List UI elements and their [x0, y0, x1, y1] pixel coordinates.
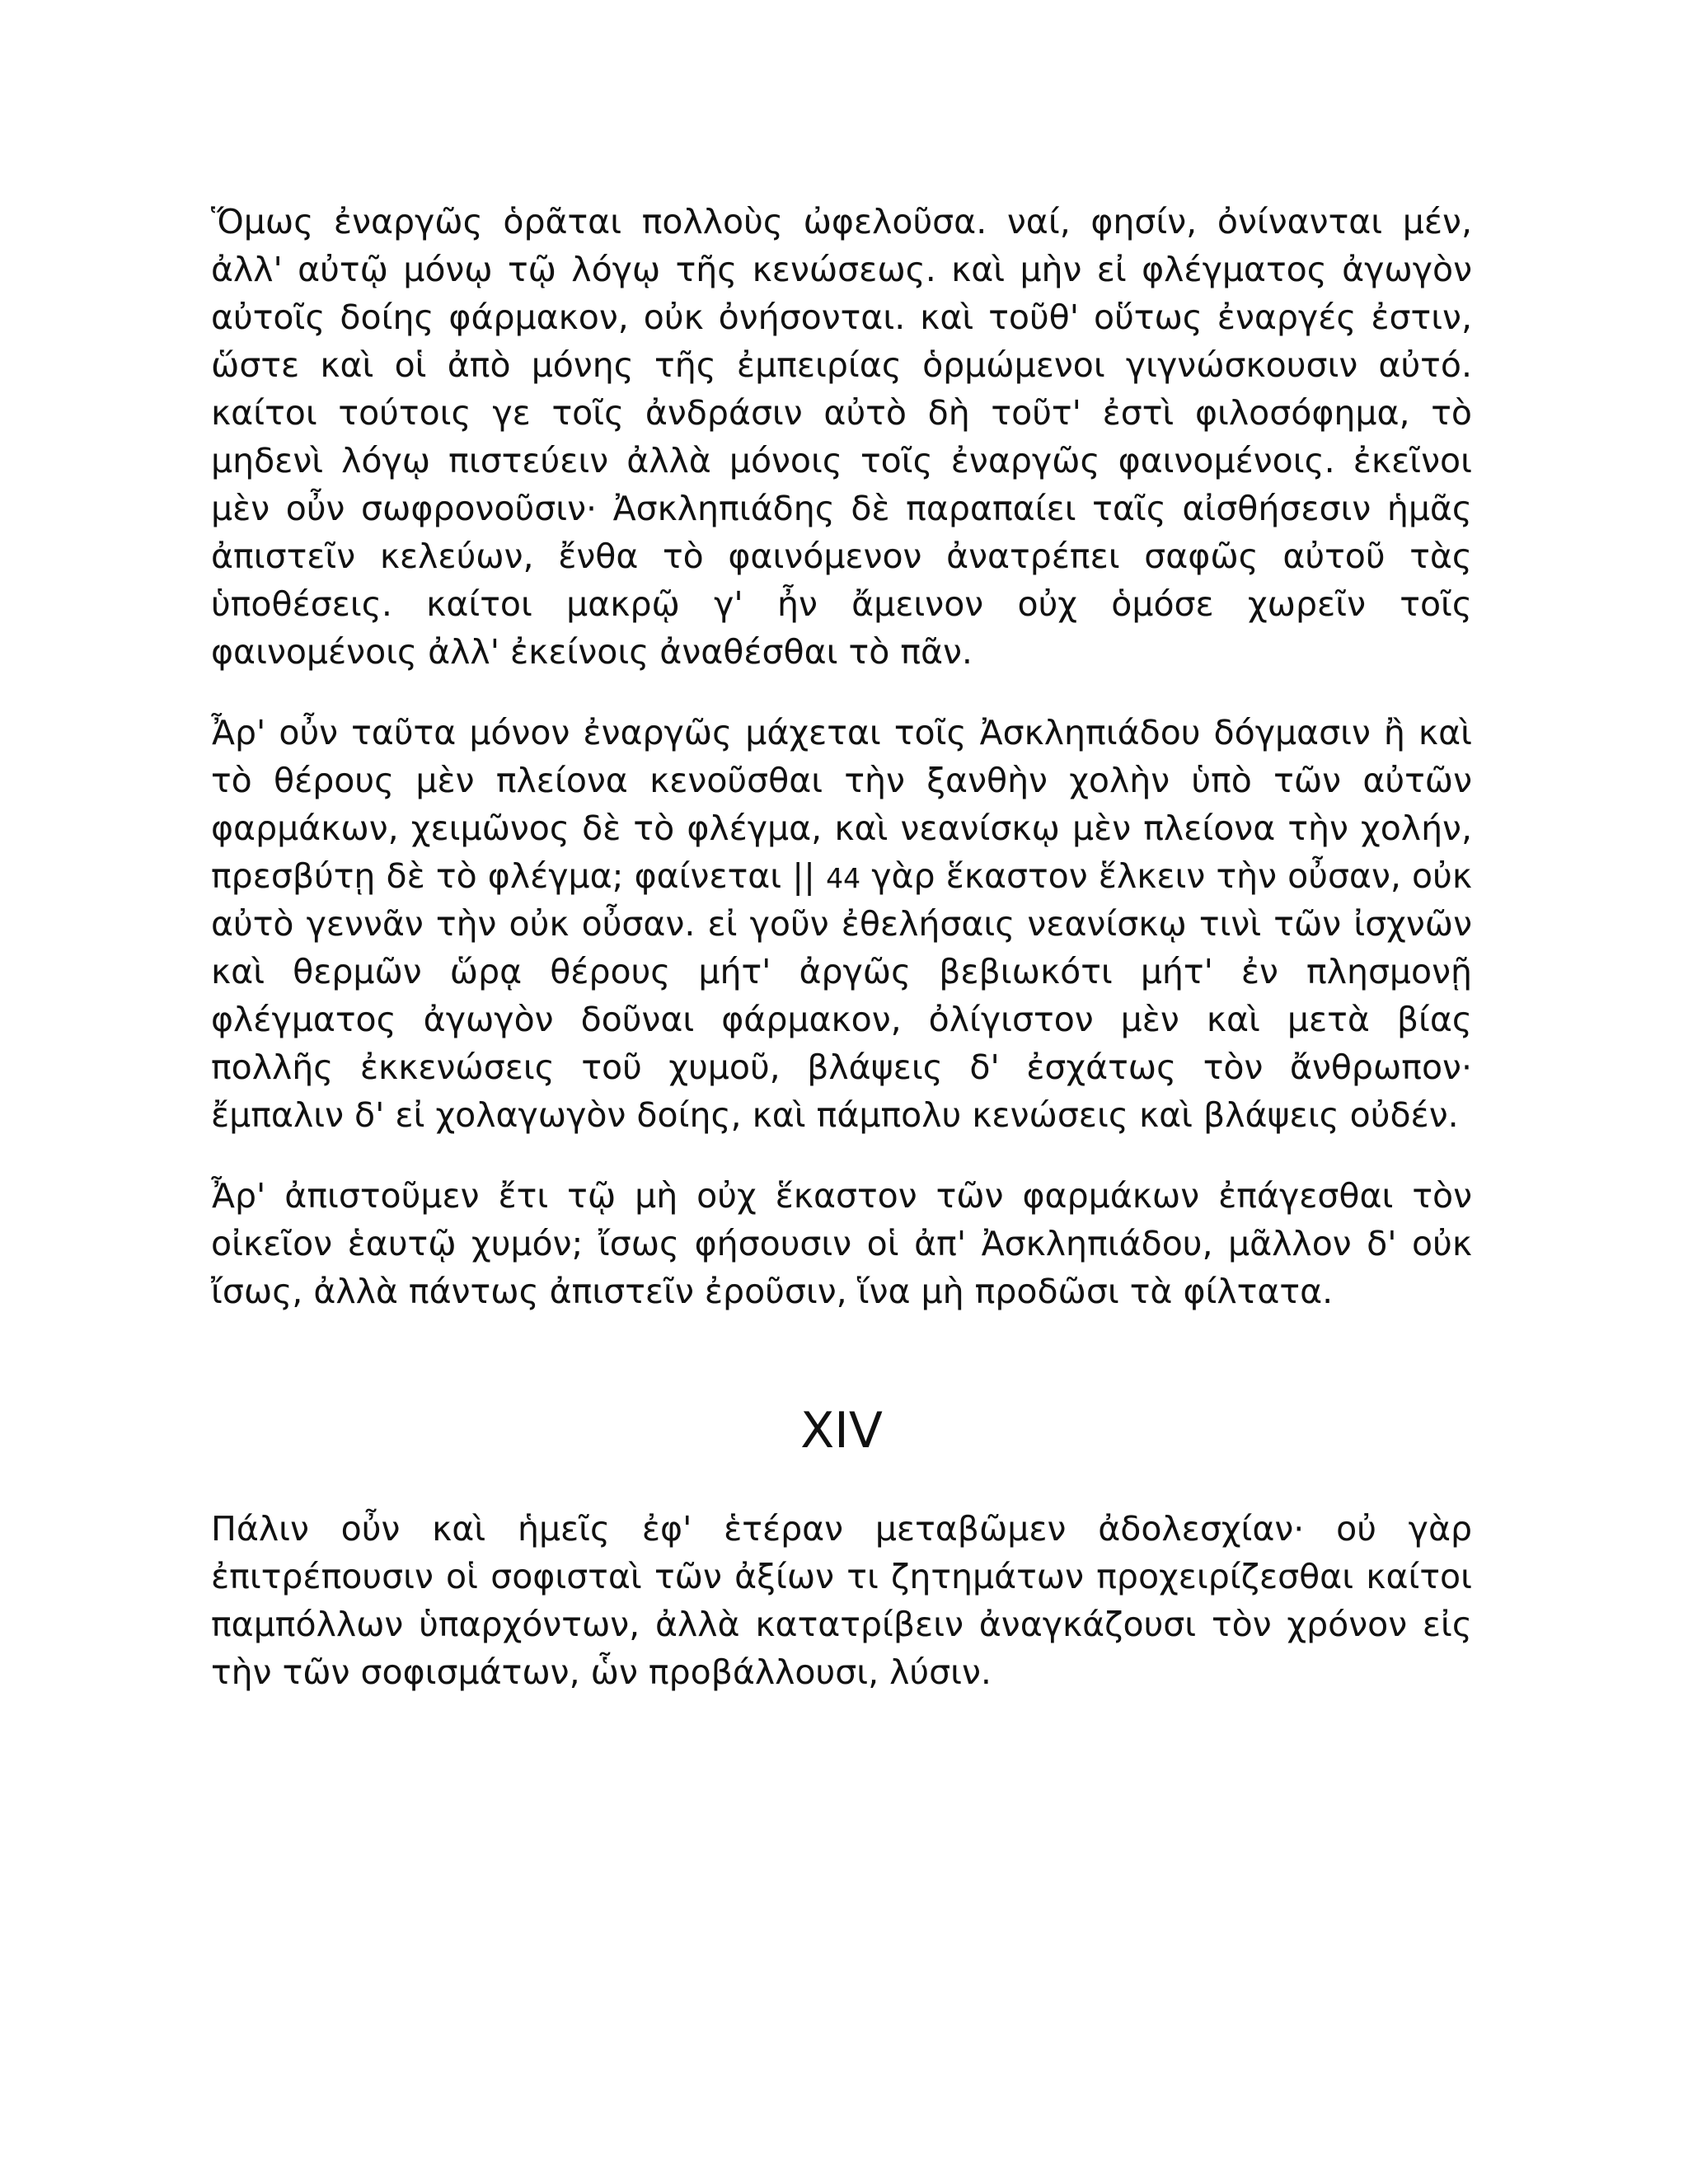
- paragraph-4: Πάλιν οὖν καὶ ἡμεῖς ἐφ' ἑτέραν μεταβῶμεν ἀδολεσχίαν· οὐ γὰρ ἐπιτρέπουσιν οἱ σοφισταὶ τῶν ἀξίων τι ζητημάτων προχειρίζεσθαι καίτοι παμπόλλων ὑπαρχόντων, ἀλλὰ κατατρίβειν ἀναγκάζουσι τὸν χρόνον εἰς τὴν τῶν σοφισμάτων, ὧν προβάλλουσι, λύσιν.: [211, 1509, 1472, 1692]
- paragraph-3: Ἆρ' ἀπιστοῦμεν ἔτι τῷ μὴ οὐχ ἕκαστον τῶν φαρμάκων ἐπάγεσθαι τὸν οἰκεῖον ἑαυτῷ χυμόν; ἴσως φήσουσιν οἱ ἀπ' Ἀσκληπιάδου, μᾶλλον δ' οὐκ ἴσως, ἀλλὰ πάντως ἀπιστεῖν ἐροῦσιν, ἵνα μὴ προδῶσι τὰ φίλτατα.: [211, 1176, 1472, 1311]
- chapter-heading: XIV: [800, 1402, 883, 1460]
- page-number: 44: [826, 862, 861, 894]
- paragraph-2: [211, 709, 1472, 1139]
- page-body: [211, 198, 1472, 1696]
- paragraph-1: Ὅμως ἐναργῶς ὁρᾶται πολλοὺς ὠφελοῦσα. ναί, φησίν, ὀνίνανται μέν, ἀλλ' αὐτῷ μόνῳ τῷ λόγῳ τῆς κενώσεως. καὶ μὴν εἰ φλέγματος ἀγωγὸν αὐτοῖς δοίης φάρμακον, οὐκ ὀνήσονται. καὶ τοῦθ' οὕτως ἐναργές ἐστιν, ὥστε καὶ οἱ ἀπὸ μόνης τῆς ἐμπειρίας ὁρμώμενοι γιγνώσκουσιν αὐτό. καίτοι τούτοις γε τοῖς ἀνδράσιν αὐτὸ δὴ τοῦτ' ἐστὶ φιλοσόφημα, τὸ μηδενὶ λόγῳ πιστεύειν ἀλλὰ μόνοις τοῖς ἐναργῶς φαινομένοις. ἐκεῖνοι μὲν οὖν σωφρονοῦσιν· Ἀσκληπιάδης δὲ παραπαίει ταῖς αἰσθήσεσιν ἡμᾶς ἀπιστεῖν κελεύων, ἔνθα τὸ φαινόμενον ἀνατρέπει σαφῶς αὐτοῦ τὰς ὑποθέσεις. καίτοι μακρῷ γ' ἦν ἄμεινον οὐχ ὁμόσε χωρεῖν τοῖς φαινομένοις ἀλλ' ἐκείνοις ἀναθέσθαι τὸ πᾶν.: [211, 202, 1472, 672]
- paragraph-2-text-a: Ἆρ' οὖν ταῦτα μόνον ἐναργῶς μάχεται τοῖς Ἀσκληπιάδου δόγμασιν ἢ καὶ τὸ θέρους μὲν πλείονα κενοῦσθαι τὴν ξανθὴν χολὴν ὑπὸ τῶν αὐτῶν φαρμάκων, χειμῶνος δὲ τὸ φλέγμα, καὶ νεανίσκῳ μὲν πλείονα τὴν χολήν, πρεσβύτῃ δὲ τὸ φλέγμα; φαίνεται ||: [211, 713, 1472, 896]
- paragraph-2-text-b: γὰρ ἕκαστον ἕλκειν τὴν οὖσαν, οὐκ αὐτὸ γεννᾶν τὴν οὐκ οὖσαν. εἰ γοῦν ἐθελήσαις νεανίσκῳ τινὶ τῶν ἰσχνῶν καὶ θερμῶν ὥρᾳ θέρους μήτ' ἀργῶς βεβιωκότι μήτ' ἐν πλησμονῇ φλέγματος ἀγωγὸν δοῦναι φάρμακον, ὀλίγιστον μὲν καὶ μετὰ βίας πολλῆς ἐκκενώσεις τοῦ χυμοῦ, βλάψεις δ' ἐσχάτως τὸν ἄνθρωπον· ἔμπαλιν δ' εἰ χολαγωγὸν δοίης, καὶ πάμπολυ κενώσεις καὶ βλάψεις οὐδέν.: [211, 856, 1472, 1135]
